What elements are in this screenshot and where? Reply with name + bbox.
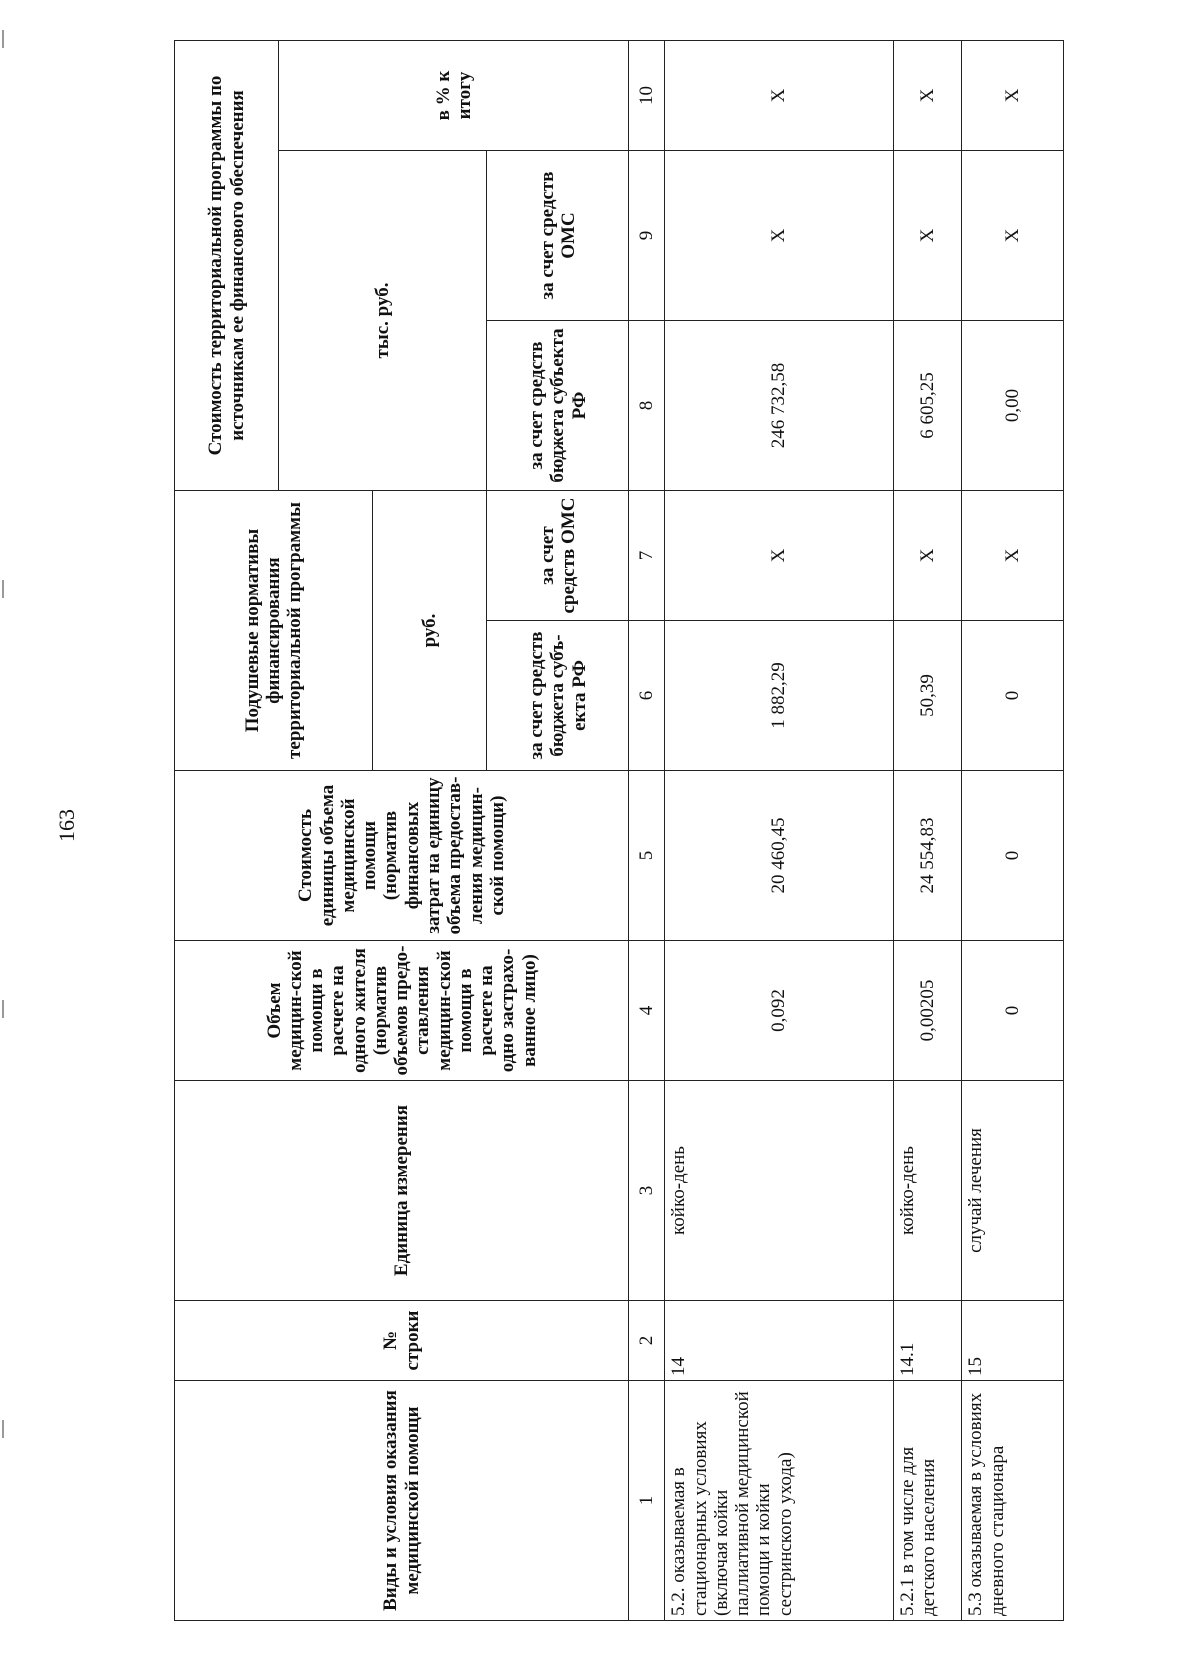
row-cost: 20 460,45 [665, 771, 894, 941]
row-number: 14.1 [893, 1301, 962, 1381]
header-types: Виды и условия оказания медицинской помощи [175, 1381, 629, 1621]
row-name: 5.2.1 в том числе для детского населения [893, 1381, 962, 1621]
row-number: 14 [665, 1301, 894, 1381]
col-number: 4 [629, 941, 665, 1081]
row-budget-thous: 0,00 [962, 321, 1064, 491]
row-oms-rub: X [962, 491, 1064, 621]
row-budget-rub: 50,39 [893, 621, 962, 771]
row-budget-rub: 0 [962, 621, 1064, 771]
row-name: 5.3 оказываемая в условиях дневного стационара [962, 1381, 1064, 1621]
row-budget-thous: 6 605,25 [893, 321, 962, 491]
row-pct: X [665, 40, 894, 150]
header-unit: Единица измерения [175, 1081, 629, 1301]
col-number: 3 [629, 1081, 665, 1301]
row-volume: 0 [962, 941, 1064, 1081]
header-cost-unit: Стоимость единицы объема медицинской помощи (норматив финансовых затрат на единицу объема предостав-ления медицин-ской помощи) [175, 771, 629, 941]
row-name: 5.2. оказываемая в стационарных условиях (включая койки паллиативной медицинской помощи и койки сестринского ухода) [665, 1381, 894, 1621]
header-rub: руб. [373, 491, 487, 771]
header-total-cost: Стоимость территориальной программы по источникам ее финансового обеспечения [175, 40, 279, 490]
col-number: 9 [629, 151, 665, 321]
header-per-capita: Подушевые нормативы финансирования территориальной программы [175, 491, 373, 771]
header-budget-subject-thous: за счет средств бюджета субъекта РФ [487, 321, 629, 491]
header-budget-subject-rub: за счет средств бюджета субъ-екта РФ [487, 621, 629, 771]
page-number: 163 [54, 809, 79, 842]
row-cost: 0 [962, 771, 1064, 941]
row-volume: 0,092 [665, 941, 894, 1081]
row-pct: X [962, 40, 1064, 150]
col-number: 5 [629, 771, 665, 941]
row-pct: X [893, 40, 962, 150]
column-number-row [629, 40, 665, 1620]
scan-edge-mark [2, 30, 4, 48]
col-number: 10 [629, 40, 665, 150]
row-budget-thous: 246 732,58 [665, 321, 894, 491]
col-number: 1 [629, 1381, 665, 1621]
scan-edge-mark [2, 1000, 4, 1018]
row-oms-thous: X [665, 151, 894, 321]
table-row [893, 40, 962, 1620]
header-oms-thous: за счет средств ОМС [487, 151, 629, 321]
row-cost: 24 554,83 [893, 771, 962, 941]
col-number: 7 [629, 491, 665, 621]
table-row [665, 40, 894, 1620]
header-row-no: № строки [175, 1301, 629, 1381]
row-oms-rub: X [665, 491, 894, 621]
row-volume: 0,00205 [893, 941, 962, 1081]
row-oms-thous: X [893, 151, 962, 321]
row-unit: койко-день [893, 1081, 962, 1301]
row-oms-thous: X [962, 151, 1064, 321]
scan-edge-mark [2, 580, 4, 598]
row-number: 15 [962, 1301, 1064, 1381]
header-oms-rub: за счет средств ОМС [487, 491, 629, 621]
row-unit: койко-день [665, 1081, 894, 1301]
scan-edge-mark [2, 1420, 4, 1438]
col-number: 8 [629, 321, 665, 491]
table-row [962, 40, 1064, 1620]
header-pct: в % к итогу [279, 40, 629, 150]
rotated-table-container [174, 41, 1064, 1621]
row-unit: случай лечения [962, 1081, 1064, 1301]
header-thous-rub: тыс. руб. [279, 151, 487, 491]
header-volume: Объем медицин-ской помощи в расчете на одного жителя (норматив объемов предо-ставления медицин-ской помощи в расчете на одно застрахо-ванное лицо) [175, 941, 629, 1081]
financing-table [174, 40, 1064, 1621]
row-budget-rub: 1 882,29 [665, 621, 894, 771]
col-number: 6 [629, 621, 665, 771]
row-oms-rub: X [893, 491, 962, 621]
col-number: 2 [629, 1301, 665, 1381]
